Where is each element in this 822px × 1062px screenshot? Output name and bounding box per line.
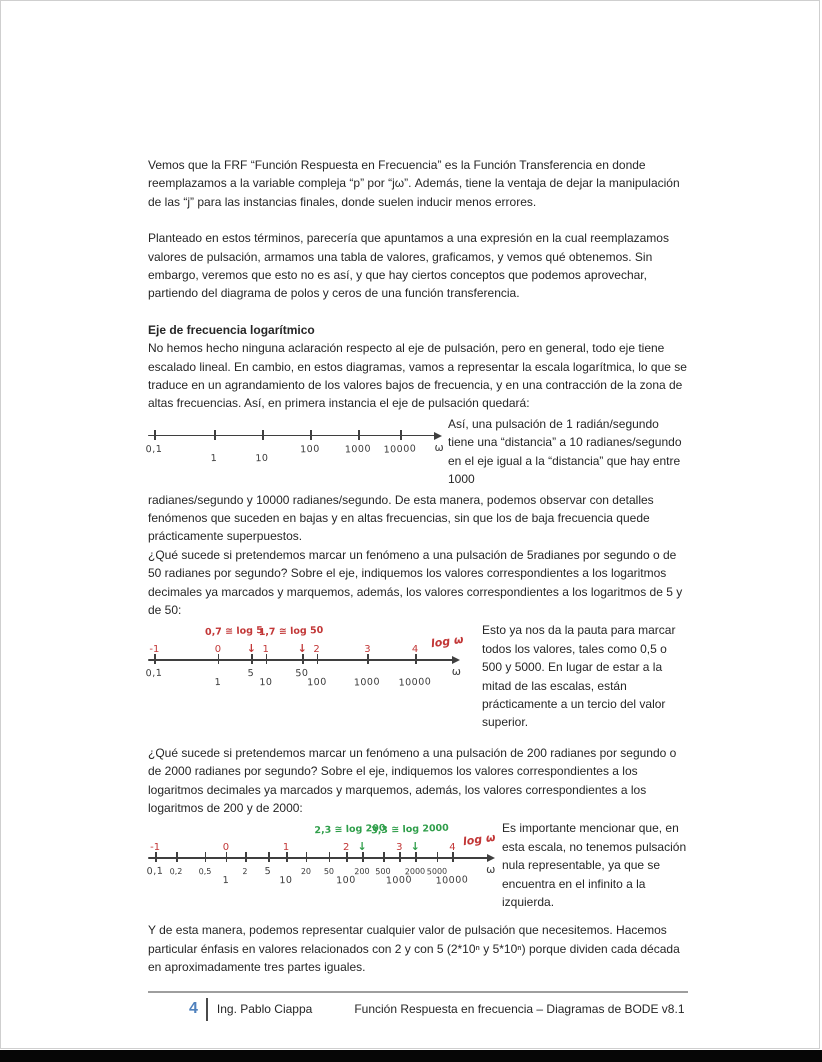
axis-tick-label: 100 bbox=[336, 875, 357, 887]
axis-tick-label: 10 bbox=[255, 452, 269, 465]
page-number: 4 bbox=[189, 999, 198, 1017]
axis-tick-label: 5000 bbox=[426, 867, 447, 877]
axis-tick-mark bbox=[154, 430, 156, 440]
annotation-down-arrow-icon: ↓ bbox=[357, 840, 367, 854]
paragraph-escala-log: No hemos hecho ninguna aclaración respecto al eje de pulsación, pero en general, todo eje tiene escalado lineal. En cambio, en estos diagramas, vamos a representar la escala logarítmica, lo que se traduce en un agrandamiento de los valores bajos de frecuencia, y en una contracción de la zona de altas frecuencias. Así, en primera instancia el eje de pulsación quedará: bbox=[148, 341, 687, 411]
axis-tick-mark bbox=[214, 430, 216, 440]
axis-tick-label: 20 bbox=[300, 867, 311, 877]
axis-tick-label: 0,5 bbox=[198, 867, 212, 877]
axis-tick-label: 100 bbox=[299, 443, 320, 456]
footer-divider bbox=[206, 998, 208, 1021]
axis-tick-label: 1 bbox=[214, 677, 222, 689]
axis-tick-mark bbox=[437, 852, 439, 862]
paragraph-pregunta-200-2000: ¿Qué sucede si pretendemos marcar un fenómeno a una pulsación de 200 radianes por segundo o de 2000 radianes por segundo? Sobre el eje, indiquemos los valores correspondientes a los logaritmos decimales ya marcados y marquemos, además, los valores correspondientes a los logaritmos de 200 y de 2000: bbox=[148, 745, 677, 815]
log-omega-label: log ω bbox=[430, 633, 465, 651]
axis-tick-mark bbox=[306, 852, 308, 862]
paragraph-pregunta-5-50: ¿Qué sucede si pretendemos marcar un fenómeno a una pulsación de 5radianes por segundo o de 50 radianes por segundo? Sobre el eje, indiquemos los valores correspondientes a los logaritmos decimales ya marcados y marquemos, además, los valores correspondientes a los logaritmos de 5 y de 50: bbox=[148, 547, 683, 617]
annotation-down-arrow-icon: ↓ bbox=[410, 840, 420, 854]
log-value-label: -1 bbox=[150, 842, 161, 854]
log-axis-sketch-5-50 bbox=[145, 623, 466, 695]
axis-tick-label: 0,1 bbox=[146, 866, 164, 878]
log-annotation-text: 2,3 ≅ log 200 bbox=[314, 823, 386, 837]
axis-tick-mark bbox=[383, 852, 385, 862]
log-value-label: 1 bbox=[262, 644, 269, 656]
log-axis-sketch-200-2000 bbox=[148, 821, 502, 901]
axis-tick-mark bbox=[268, 852, 270, 862]
paragraph-distancia-cont: radianes/segundo y 10000 radianes/segundo. De esta manera, podemos observar con detalles fenómenos que suceden en bajas y en altas frecuencias, sin que los de baja frecuencia quede prácticamente superpuestos. bbox=[148, 492, 654, 544]
axis-tick-label: 1 bbox=[210, 452, 218, 464]
log-value-label: 4 bbox=[449, 842, 456, 854]
axis-tick-label: 10000 bbox=[383, 443, 417, 456]
figure-row-1 bbox=[145, 415, 688, 489]
annotation-down-arrow-icon: ↓ bbox=[246, 642, 256, 656]
page-content bbox=[145, 156, 688, 1021]
axis-tick-label: 100 bbox=[306, 677, 327, 689]
axis-tick-label: 1 bbox=[222, 875, 230, 887]
axis-line bbox=[148, 857, 491, 859]
log-value-label: 2 bbox=[343, 842, 350, 854]
log-value-label: 2 bbox=[313, 644, 320, 656]
axis-tick-label: 1000 bbox=[386, 874, 413, 887]
axis-tick-mark bbox=[205, 852, 207, 862]
log-value-label: 0 bbox=[214, 644, 222, 656]
axis-tick-label: 50 bbox=[323, 867, 334, 877]
footer-author: Ing. Pablo Ciappa bbox=[216, 1001, 313, 1016]
log-value-label: -1 bbox=[149, 644, 160, 656]
axis-tick-label: 50 bbox=[295, 668, 309, 680]
axis-tick-label: 5 bbox=[247, 668, 255, 680]
log-annotation-text: 3,3 ≅ log 2000 bbox=[370, 823, 449, 837]
axis-tick-mark bbox=[329, 852, 331, 862]
sidenote-distancia: Así, una pulsación de 1 radián/segundo tiene una “distancia” a 10 radianes/segundo en el eje igual a la “distancia” que hay entre 1000 bbox=[448, 416, 682, 487]
axis-tick-label: 2000 bbox=[404, 867, 426, 877]
axis-tick-label: 200 bbox=[354, 867, 370, 877]
axis-tick-mark bbox=[176, 852, 178, 862]
axis-tick-label: 10 bbox=[279, 875, 293, 887]
log-omega-label: log ω bbox=[462, 831, 497, 849]
axis-tick-label: 10000 bbox=[435, 874, 469, 887]
footer-doc-title: Función Respuesta en frecuencia – Diagramas de BODE v8.1 bbox=[354, 1001, 685, 1016]
axis-tick-mark bbox=[262, 430, 264, 440]
viewer-bottom-bar bbox=[0, 1050, 822, 1062]
omega-axis-label: ω bbox=[434, 440, 444, 454]
log-value-label: 3 bbox=[396, 842, 403, 854]
axis-line bbox=[148, 435, 439, 437]
paragraph-frf-intro: Vemos que la FRF “Función Respuesta en Frecuencia” es la Función Transferencia en donde reemplazamos a la variable compleja “p” por “jω”. Además, tiene la ventaja de dejar la manipulación de las “j” para las instancias finales, donde suelen inducir menos errores. bbox=[148, 158, 680, 209]
axis-tick-mark bbox=[400, 430, 402, 440]
axis-tick-label: 10 bbox=[258, 677, 273, 689]
axis-tick-label: 5 bbox=[264, 866, 272, 878]
page-footer bbox=[148, 991, 688, 1021]
axis-tick-mark bbox=[245, 852, 247, 862]
axis-tick-label: 10000 bbox=[398, 676, 432, 689]
log-value-label: 0 bbox=[222, 842, 230, 854]
axis-tick-label: 1000 bbox=[354, 676, 381, 689]
log-annotation-text: 0,7 ≅ log 5 bbox=[204, 625, 263, 639]
omega-axis-label: ω bbox=[486, 863, 496, 877]
axis-tick-label: 2 bbox=[242, 867, 249, 877]
omega-axis-label: ω bbox=[451, 665, 461, 679]
log-axis-sketch-decades bbox=[145, 419, 448, 469]
axis-tick-label: 0,1 bbox=[145, 443, 163, 456]
log-annotation-text: 1,7 ≅ log 50 bbox=[258, 625, 324, 639]
log-value-label: 1 bbox=[282, 842, 290, 854]
axis-tick-label: 0,1 bbox=[145, 668, 163, 680]
annotation-down-arrow-icon: ↓ bbox=[297, 642, 307, 656]
paragraph-conclusion: Y de esta manera, podemos representar cualquier valor de pulsación que necesitemos. Hacemos particular énfasis en valores relacionados con 2 y con 5 (2*10ⁿ y 5*10ⁿ) porque dividen cada década en aproximadamente tres partes iguales. bbox=[148, 923, 680, 975]
axis-tick-mark bbox=[358, 430, 360, 440]
paragraph-planteo: Planteado en estos términos, parecería que apuntamos a una expresión en la cual reemplazamos valores de pulsación, armamos una tabla de valores, graficamos, y vemos qué obtenemos. Sin embargo, veremos que esto no es así, y que hay ciertos conceptos que podemos aprovechar, partiendo del diagrama de polos y ceros de una función transferencia. bbox=[148, 231, 669, 301]
axis-tick-mark bbox=[310, 430, 312, 440]
sidenote-pulsacion-nula: Es importante mencionar que, en esta escala, no tenemos pulsación nula representable, ya que se encuentra en el infinito a la izquierda. bbox=[502, 821, 687, 910]
figure-row-3 bbox=[148, 819, 688, 911]
axis-tick-label: 1000 bbox=[344, 443, 372, 456]
log-value-label: 4 bbox=[411, 644, 419, 656]
sidenote-pauta: Esto ya nos da la pauta para marcar todos los valores, tales como 0,5 o 500 y 5000. En lugar de estar a la mitad de las escalas, están prácticamente a un tercio del valor superior. bbox=[482, 623, 676, 730]
log-value-label: 3 bbox=[364, 644, 371, 656]
section-heading-log-axis: Eje de frecuencia logarítmico bbox=[148, 322, 315, 337]
figure-row-2 bbox=[145, 621, 688, 731]
axis-tick-label: 500 bbox=[375, 867, 392, 877]
axis-tick-label: 0,2 bbox=[169, 867, 183, 877]
